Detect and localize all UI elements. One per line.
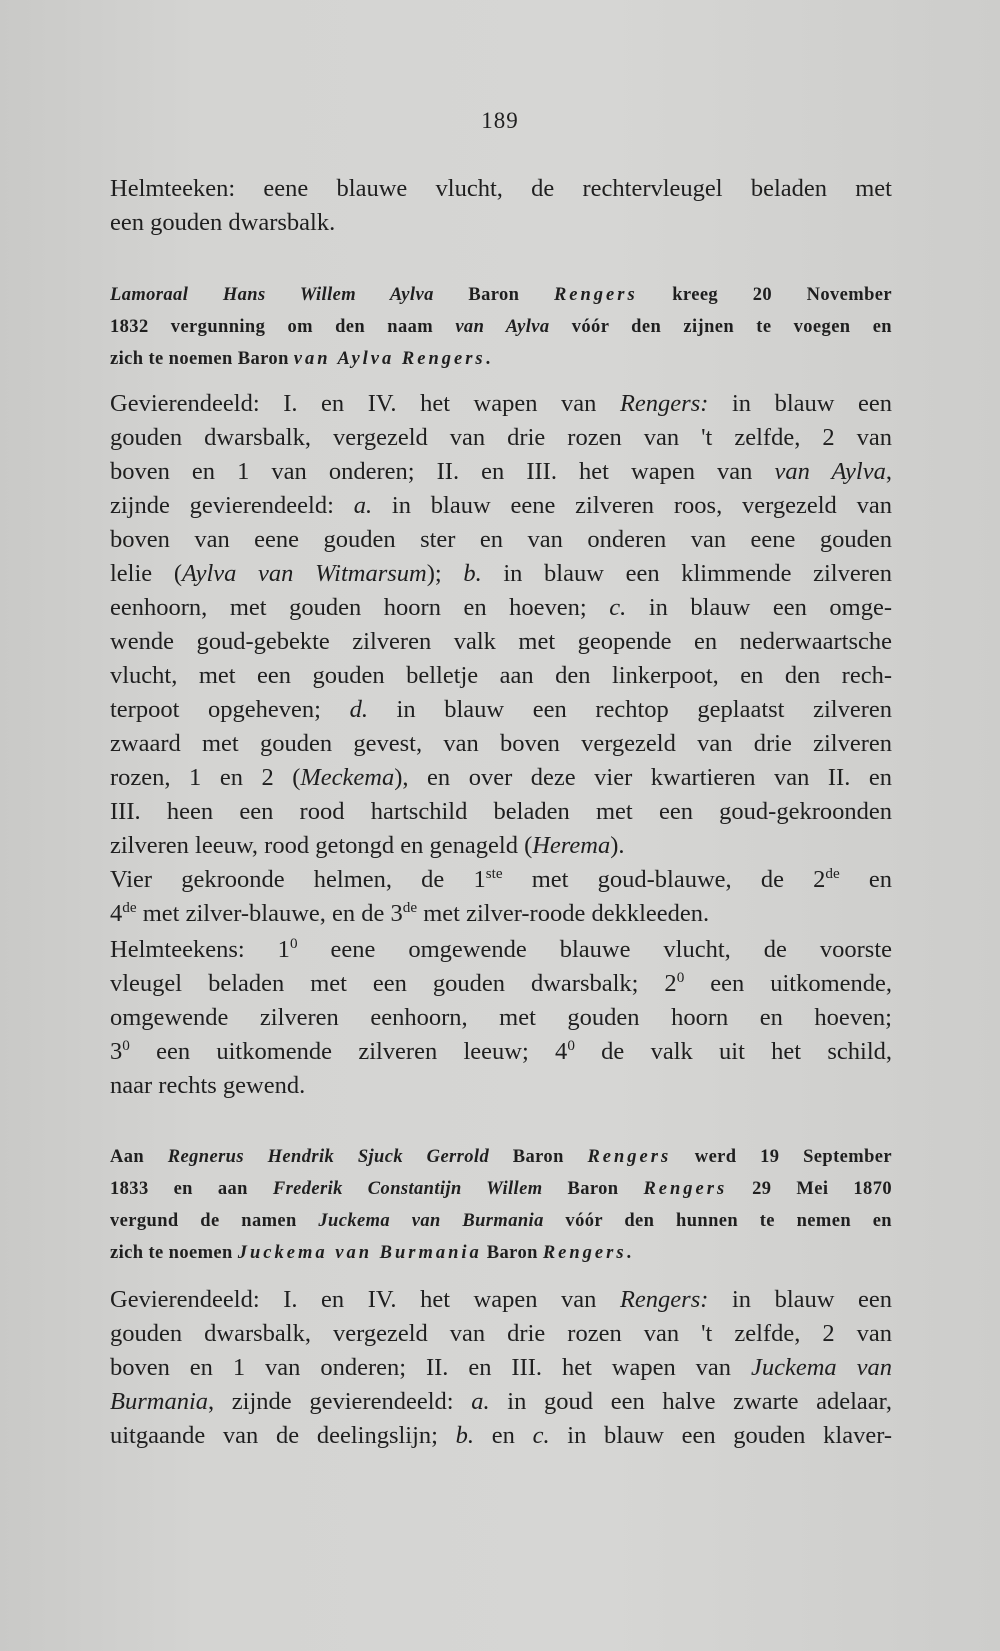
text-line: Helmteeken: eene blauwe vlucht, de rechtervleugel beladen met [110, 175, 892, 202]
text-line: boven van eene gouden ster en van onderen van eene gouden [110, 526, 892, 553]
text-line: vergund de namen Juckema van Burmania vóór den hunnen te nemen en [110, 1211, 892, 1231]
paragraph-helmen [110, 863, 892, 931]
text-line: omgewende zilveren eenhoorn, met gouden hoorn en hoeven; [110, 1004, 892, 1031]
text-line: III. heen een rood hartschild beladen met een goud-gekroonden [110, 798, 892, 825]
text-line: zwaard met gouden gevest, van boven vergezeld van drie zilveren [110, 730, 892, 757]
text-line: Gevierendeeld: I. en IV. het wapen van Rengers: in blauw een [110, 390, 892, 417]
text-line: naar rechts gewend. [110, 1072, 306, 1099]
text-line: lelie (Aylva van Witmarsum); b. in blauw een klimmende zilveren [110, 560, 892, 587]
text-line: 4de met zilver-blauwe, en de 3de met zilver-roode dekkleeden. [110, 898, 710, 927]
text-line: boven en 1 van onderen; II. en III. het wapen van Juckema van [110, 1354, 892, 1381]
text-line: gouden dwarsbalk, vergezeld van drie rozen van 't zelfde, 2 van [110, 1320, 892, 1347]
text-line: Gevierendeeld: I. en IV. het wapen van Rengers: in blauw een [110, 1286, 892, 1313]
paragraph-gevierendeeld-1 [110, 387, 892, 863]
text-line: vlucht, met een gouden belletje aan den linkerpoot, en den rech- [110, 662, 892, 689]
text-line: Vier gekroonde helmen, de 1ste met goud-blauwe, de 2de en [110, 864, 892, 893]
text-line: boven en 1 van onderen; II. en III. het wapen van van Aylva, [110, 458, 892, 485]
page-number: 189 [481, 108, 519, 133]
surname-spaced: Rengers [553, 285, 638, 305]
text-line: 1832 vergunning om den naam van Aylva vóór den zijnen te voegen en [110, 317, 892, 337]
text-line: rozen, 1 en 2 (Meckema), en over deze vier kwartieren van II. en [110, 764, 892, 791]
text-line: Burmania, zijnde gevierendeeld: a. in goud een halve zwarte adelaar, [110, 1388, 892, 1415]
note-lamoraal [110, 279, 892, 375]
paragraph-helmteekens [110, 933, 892, 1103]
text-line: $3^0$ een uitkomende zilveren leeuw; $4^0$ de valk uit het schild, [110, 1036, 892, 1065]
text-line: 1833 en aan Frederik Constantijn Willem Baron Rengers 29 Mei 1870 [110, 1179, 892, 1199]
paragraph-gevierendeeld-2 [110, 1283, 892, 1453]
text-line: zijnde gevierendeeld: a. in blauw eene zilveren roos, vergezeld van [110, 492, 892, 519]
text-line: zich te noemen Baron van Aylva Rengers. [110, 349, 491, 369]
text-line: vleugel beladen met een gouden dwarsbalk; $2^0$ een uitkomende, [110, 968, 892, 997]
text-line: een gouden dwarsbalk. [110, 209, 336, 236]
text-line: terpoot opgeheven; d. in blauw een rechtop geplaatst zilveren [110, 696, 892, 723]
note-regnerus [110, 1141, 892, 1269]
text-line: Aan Regnerus Hendrik Sjuck Gerrold Baron Rengers werd 19 September [110, 1147, 892, 1167]
text-line: wende goud-gebekte zilveren valk met geopende en nederwaartsche [110, 628, 892, 655]
text-line: eenhoorn, met gouden hoorn en hoeven; c. in blauw een omge- [110, 594, 892, 621]
text-line: Helmteekens: $1^0$ eene omgewende blauwe vlucht, de voorste [110, 934, 892, 963]
text-line: zilveren leeuw, rood getongd en genageld (Herema). [110, 832, 625, 859]
text-line: uitgaande van de deelingslijn; b. en c. in blauw een gouden klaver- [110, 1422, 892, 1449]
person-name: Lamoraal Hans Willem Aylva [110, 285, 434, 305]
text-line: Lamoraal Hans Willem Aylva Baron Rengers kreeg 20 November [110, 285, 892, 305]
paragraph-helmteeken [110, 172, 892, 240]
text-line: zich te noemen Juckema van Burmania Baron Rengers. [110, 1243, 632, 1263]
text-line: gouden dwarsbalk, vergezeld van drie rozen van 't zelfde, 2 van [110, 424, 892, 451]
